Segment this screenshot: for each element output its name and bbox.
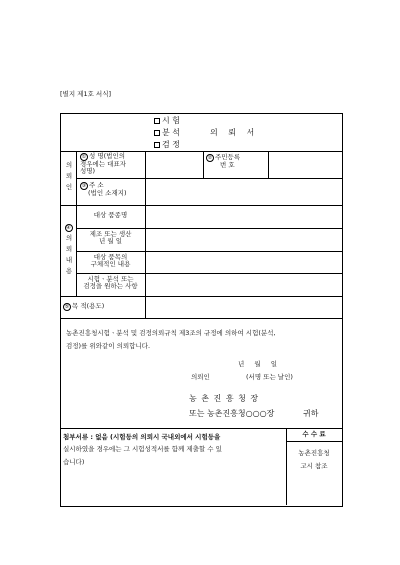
- purpose-field[interactable]: [147, 298, 339, 316]
- id-number-label: ② 주민등록 번 호: [207, 153, 241, 169]
- purpose-label: ⑤ 목 적(용도): [64, 302, 105, 310]
- request-section-label: ④ 의 뢰 내 용: [65, 225, 73, 275]
- applicant-section-label: 의 뢰 인: [65, 161, 73, 191]
- fee-header: 수 수 료: [302, 430, 326, 438]
- request-row-label: 대상 품종명: [93, 211, 128, 219]
- request-row-label: 시험ㆍ분석 또는 검정을 원하는 사항: [83, 275, 138, 291]
- request-row-field[interactable]: [147, 230, 339, 250]
- addressee-secondary: 또는 농촌진흥청○○○장: [189, 409, 275, 418]
- fee-line: 고시 참조: [300, 462, 328, 470]
- name-label: ① 성 명(법인의 경우에는 대표자 성명): [80, 152, 127, 176]
- title-option-inspection[interactable]: 검 정: [154, 140, 180, 149]
- request-row-field[interactable]: [147, 253, 339, 273]
- fee-line: 농촌진흥청: [298, 449, 330, 457]
- addressee-primary: 농 촌 진 흥 청 장: [189, 394, 260, 403]
- sign-hint: (서명 또는 날인): [246, 373, 293, 381]
- name-field[interactable]: [147, 153, 201, 175]
- statement-line: 검정)를 위와같이 의뢰합니다.: [66, 342, 151, 350]
- form-title: 의 뢰 서: [210, 128, 259, 137]
- title-option-test[interactable]: 시 험: [154, 116, 180, 125]
- statement-line: 농촌진흥청시험ㆍ분석 및 검정의뢰규칙 제3조의 규정에 의하여 시험(분석,: [66, 329, 276, 337]
- request-row-label: 제조 또는 생산 년 월 일: [89, 230, 132, 246]
- request-row-field[interactable]: [147, 207, 339, 227]
- id-number-field[interactable]: [270, 153, 338, 175]
- checkbox-icon[interactable]: [154, 118, 160, 124]
- title-option-analysis[interactable]: 분 석: [154, 128, 180, 137]
- request-row-label: 대상 품목의 구체적인 내용: [90, 253, 131, 269]
- checkbox-icon[interactable]: [154, 130, 160, 136]
- form-label: [별지 제1호 서식]: [60, 90, 112, 98]
- address-field[interactable]: [147, 180, 339, 202]
- honorific: 귀하: [303, 409, 319, 418]
- checkbox-icon[interactable]: [154, 142, 160, 148]
- date-label: 년 월 일: [238, 360, 281, 368]
- attachment-note: 첨부서류 : 없음 (시험등의 의뢰시 국내외에서 시험등을 실시하였을 경우에는 그 시험성적서를 함께 제출할 수 있 습니다): [63, 433, 222, 466]
- applicant-sign-label: 의뢰인: [191, 373, 210, 381]
- request-row-field[interactable]: [147, 275, 339, 294]
- address-label: ③ 주 소 (법인 소재지): [81, 181, 127, 197]
